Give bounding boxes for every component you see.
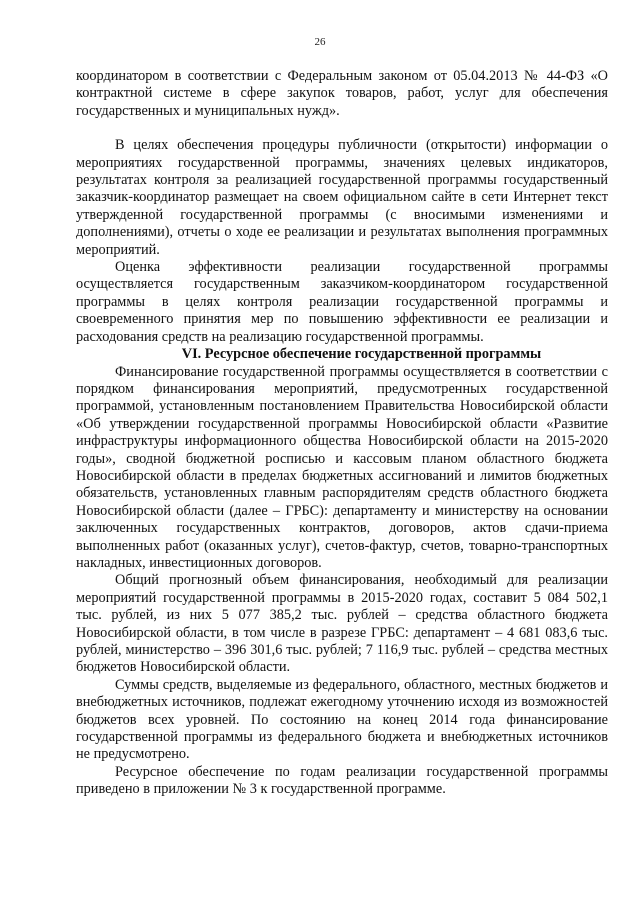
paragraph-financing: Финансирование государственной программы осуществляется в соответствии с порядком финансирования мероприятий, предусмотренных государственной программой, установленным постановлением Правительства Новосибирской области «Об утверждении государственной программы Новосибирской области «Развитие инфраструктуры информационного общества Новосибирской области на 2015-2020 годы», сводной бюджетной росписью и кассовым планом областного бюджета Новосибирской области в пределах бюджетных ассигнований и лимитов бюджетных обязательств, установленных главным распорядителям средств областного бюджета Новосибирской области (далее – ГРБС): департаменту и министерству на основании заключенных государственных контрактов, договоров, актов сдачи-приема выполненных работ (оказанных услуг), счетов-фактур, счетов, товарно-транспортных накладных, инвестиционных договоров.	[76, 363, 608, 571]
paragraph-publicity: В целях обеспечения процедуры публичности (открытости) информации о мероприятиях государственной программы, значениях целевых индикаторов, результатах контроля за реализацией государственной программы государственный заказчик-координатор размещает на своем официальном сайте в сети Интернет текст утвержденной государственной программы (с вносимыми изменениями и дополнениями), отчеты о ходе ее реализации и результатах выполнения программных мероприятий.	[76, 137, 608, 258]
paragraph-continuation: координатором в соответствии с Федеральным законом от 05.04.2013 № 44-ФЗ «О контрактной системе в сфере закупок товаров, работ, услуг для обеспечения государственных и муниципальных нужд».	[76, 68, 608, 119]
section-heading: VI. Ресурсное обеспечение государственной программы	[181, 346, 542, 363]
paragraph-total-volume: Общий прогнозный объем финансирования, необходимый для реализации мероприятий государственной программы в 2015-2020 годах, составит 5 084 502,1 тыс. рублей, из них 5 077 385,2 тыс. рублей – средства областного бюджета Новосибирской области, в том числе в разрезе ГРБС: департамент – 4 681 083,6 тыс. рублей, министерство – 396 301,6 тыс. рублей; 7 116,9 тыс. рублей – средства местных бюджетов Новосибирской области.	[76, 572, 608, 676]
paragraph-resource-appendix: Ресурсное обеспечение по годам реализации государственной программы приведено в приложении № 3 к государственной программе.	[76, 763, 608, 798]
paragraph-gap	[76, 120, 608, 137]
document-body	[76, 68, 608, 799]
paragraph-budget-sums: Суммы средств, выделяемые из федерального, областного, местных бюджетов и внебюджетных источников, подлежат ежегодному уточнению исходя из возможностей бюджетов всех уровней. По состоянию на конец 2014 года финансирование государственной программы из федерального бюджета и внебюджетных источников не предусмотрено.	[76, 676, 608, 763]
page-number: 26	[314, 36, 326, 48]
paragraph-efficiency: Оценка эффективности реализации государственной программы осуществляется государственным заказчиком-координатором государственной программы в целях контроля реализации государственной программы и своевременного принятия мер по повышению эффективности ее реализации и расходования средств на реализацию государственной программы.	[76, 259, 608, 345]
